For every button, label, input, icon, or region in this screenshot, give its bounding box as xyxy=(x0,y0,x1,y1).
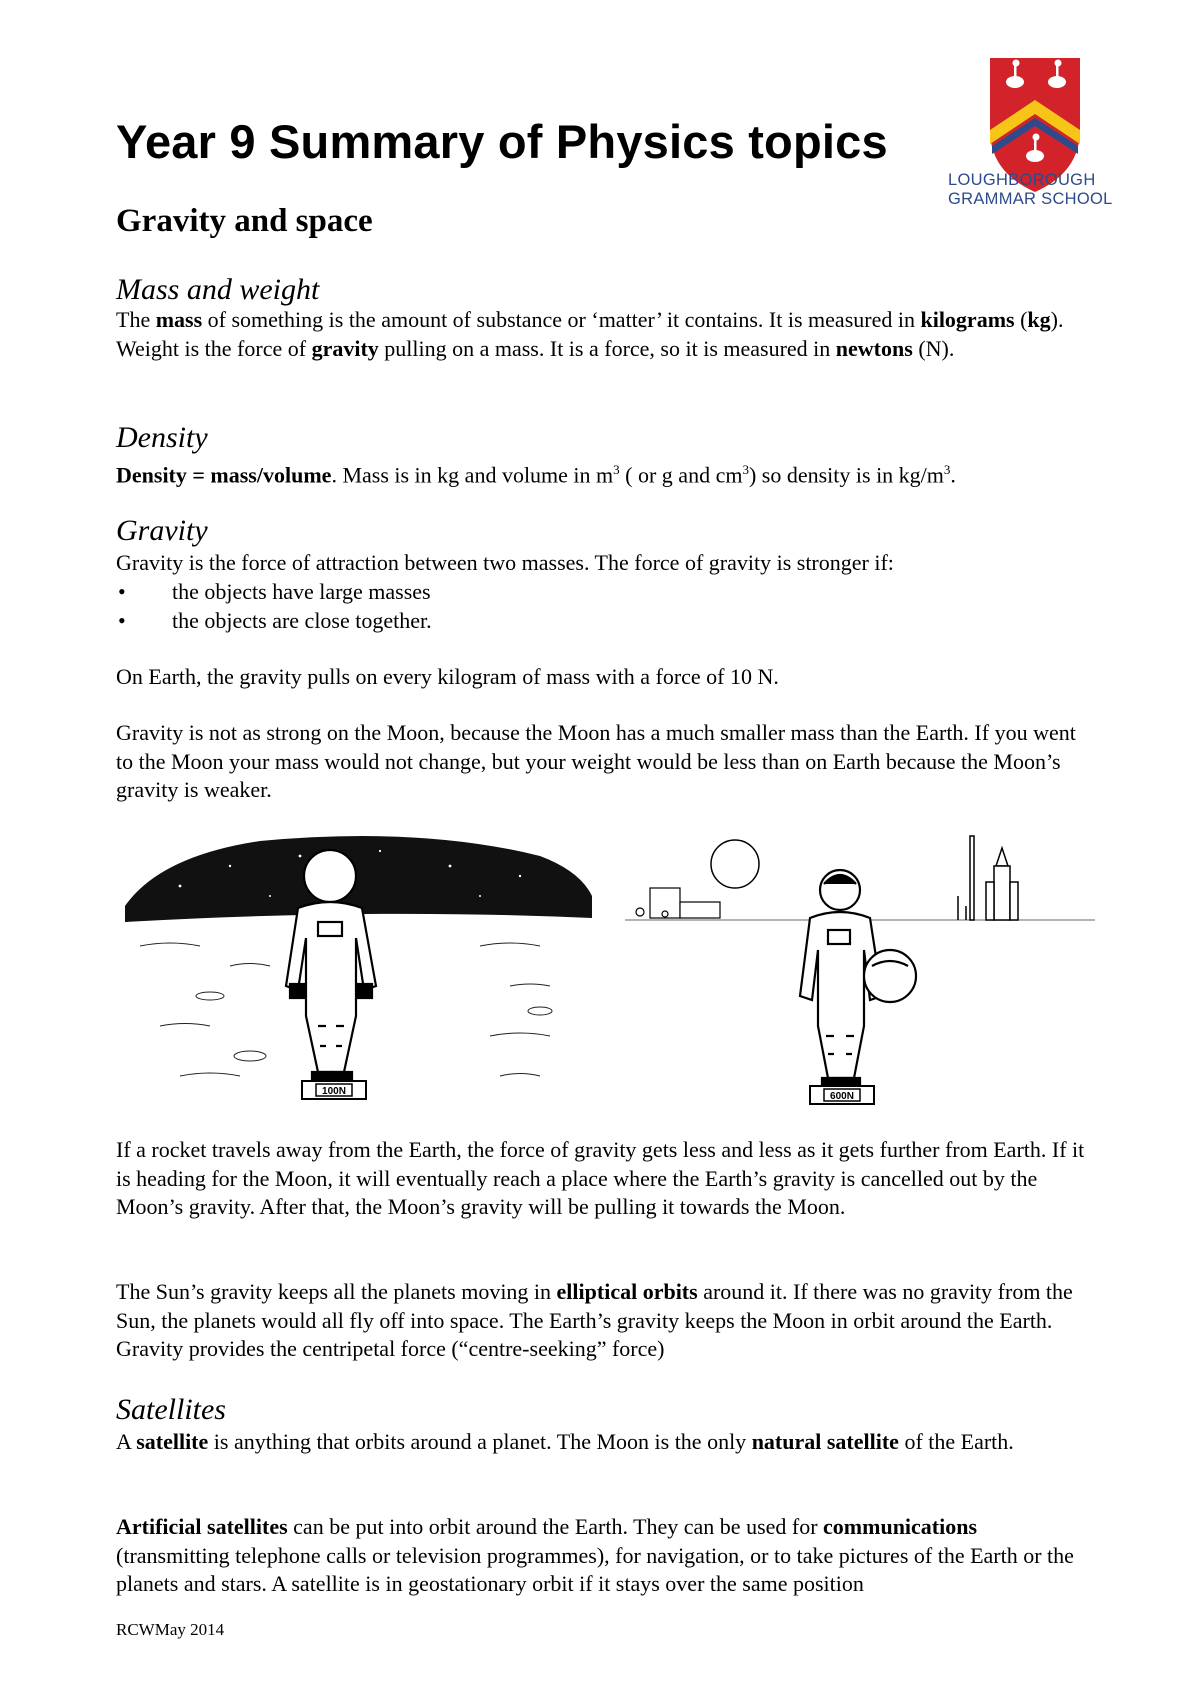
paragraph-gravity-moon: Gravity is not as strong on the Moon, because the Moon has a much smaller mass than the Earth. If you went to the Moon your mass would not change, but your weight would be less than on Earth because the Moon’s gravity is weaker. xyxy=(116,720,1076,803)
heading-mass-weight: Mass and weight xyxy=(116,273,320,306)
list-item: • the objects have large masses xyxy=(118,579,431,604)
heading-satellites: Satellites xyxy=(116,1393,226,1426)
paragraph-gravity-sun: The Sun’s gravity keeps all the planets moving in elliptical orbits around it. If there was no gravity from the Sun, the planets would all fly off into space. The Earth’s gravity keeps the Moon in orbit around the Earth. Gravity provides the centripetal force (“centre-seeking” force) xyxy=(116,1279,1073,1362)
logo-text-line2: GRAMMAR SCHOOL xyxy=(948,190,1113,208)
paragraph-gravity-earth: On Earth, the gravity pulls on every kilogram of mass with a force of 10 N. xyxy=(116,664,779,689)
moon-scale-label: 100N xyxy=(322,1086,346,1097)
astronaut-weight-illustration xyxy=(120,826,1100,1106)
section-title: Gravity and space xyxy=(116,203,373,239)
list-item: • the objects are close together. xyxy=(118,607,432,633)
heading-density: Density xyxy=(116,421,208,454)
moon-scene xyxy=(125,836,592,1099)
page-title: Year 9 Summary of Physics topics xyxy=(116,115,888,168)
paragraph-density: Density = mass/volume. Mass is in kg and volume in $m^3$ ( or g and $cm^3$) so density is in $kg/m^3$. xyxy=(116,462,956,488)
logo-text-line1: LOUGHBOROUGH xyxy=(948,171,1096,189)
heading-gravity: Gravity xyxy=(116,514,208,547)
paragraph-gravity-rocket: If a rocket travels away from the Earth, the force of gravity gets less and less as it gets further from Earth. If it is heading for the Moon, it will eventually reach a place where the Earth’s gravity is cancelled out by the Moon’s gravity. After that, the Moon’s gravity will be pulling it towards the Moon. xyxy=(116,1137,1085,1220)
paragraph-mass-weight: The mass of something is the amount of substance or ‘matter’ it contains. It is measured in kilograms (kg). Weight is the force of gravity pulling on a mass. It is a force, so it is measured in newtons (N). xyxy=(116,307,1064,361)
footer-author-date: RCWMay 2014 xyxy=(116,1620,225,1639)
earth-scene xyxy=(625,836,1095,1104)
earth-buildings xyxy=(636,888,720,918)
sun-icon xyxy=(711,840,759,888)
paragraph-satellites-definition: A satellite is anything that orbits around a planet. The Moon is the only natural satellite of the Earth. xyxy=(116,1429,1014,1454)
gravity-bullet-list xyxy=(116,578,1096,635)
paragraph-gravity-intro: Gravity is the force of attraction between two masses. The force of gravity is stronger if: xyxy=(116,550,894,575)
paragraph-artificial-satellites: Artificial satellites can be put into orbit around the Earth. They can be used for communications (transmitting telephone calls or television programmes), for navigation, or to take pictures of the Earth or the planets and stars. A satellite is in geostationary orbit if it stays over the same position xyxy=(116,1514,1074,1597)
space-shuttle-launch-icon xyxy=(958,836,1018,920)
earth-scale-label: 600N xyxy=(830,1091,854,1102)
astronaut-earth-figure xyxy=(800,870,916,1088)
